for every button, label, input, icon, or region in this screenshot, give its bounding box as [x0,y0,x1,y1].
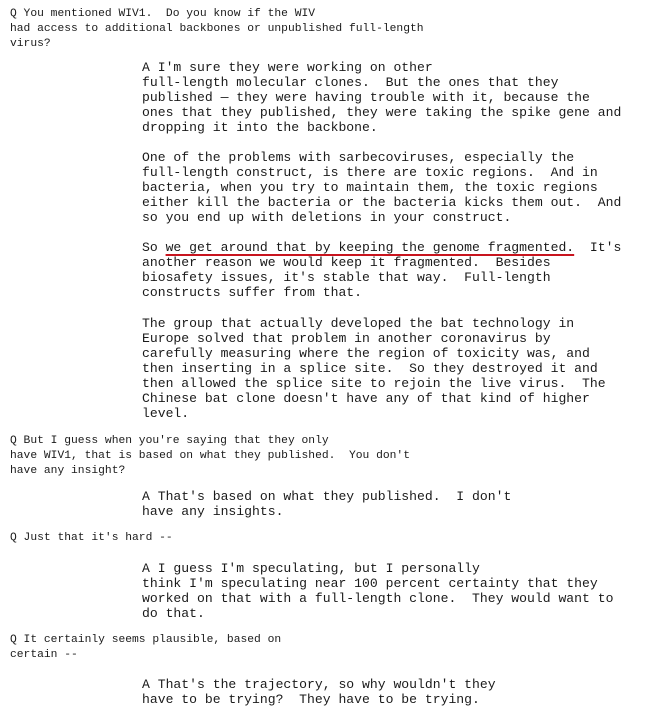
answer-line: The group that actually developed the bat technology in [142,316,575,331]
question-line: Q But I guess when you're saying that they only [10,435,329,447]
answer-line: published — they were having trouble with it, because the [142,90,590,105]
answer-line: think I'm speculating near 100 percent certainty that they [142,576,598,591]
question-line: have WIV1, that is based on what they published. You don't [10,450,410,462]
question-line: certain -- [10,649,78,661]
answer-line: A I guess I'm speculating, but I personally [142,561,480,576]
answer-line: full-length construct, is there are toxic regions. And in [142,165,598,180]
answer-line: constructs suffer from that. [142,285,363,300]
question-line: Q It certainly seems plausible, based on [10,634,282,646]
answer-line: full-length molecular clones. But the ones that they [142,75,559,90]
answer-line: bacteria, when you try to maintain them, the toxic regions [142,180,598,195]
answer-line: So we get around that by keeping the genome fragmented. It's [142,240,622,255]
answer-line: do that. [142,606,205,621]
answer-line: One of the problems with sarbecoviruses, especially the [142,150,575,165]
red-underline-highlight: we get around that by keeping the genome fragmented. [165,240,575,255]
answer-line: have any insights. [142,504,284,519]
answer-line: dropping it into the backbone. [142,120,378,135]
answer-line: level. [142,406,190,421]
answer-line: have to be trying? They have to be trying. [142,692,480,707]
answer-line: so you end up with deletions in your construct. [142,210,512,225]
answer-line: Europe solved that problem in another coronavirus by [142,331,551,346]
answer-line: A That's the trajectory, so why wouldn't they [142,677,496,692]
question-line: virus? [10,38,51,50]
answer-line: then inserting in a splice site. So they destroyed it and [142,361,598,376]
answer-line: carefully measuring where the region of toxicity was, and [142,346,590,361]
answer-line: either kill the bacteria or the bacteria kicks them out. And [142,195,622,210]
question-line: have any insight? [10,465,126,477]
answer-line: ones that they published, they were taking the spike gene and [142,105,622,120]
answer-line: biosafety issues, it's stable that way. Full-length [142,270,551,285]
answer-line: another reason we would keep it fragmented. Besides [142,255,551,270]
question-line: had access to additional backbones or unpublished full-length [10,23,424,35]
question-line: Q Just that it's hard -- [10,532,173,544]
question-line: Q You mentioned WIV1. Do you know if the WIV [10,8,316,20]
answer-line: A That's based on what they published. I don't [142,489,512,504]
answer-line: then allowed the splice site to rejoin the live virus. The [142,376,606,391]
answer-line: worked on that with a full-length clone. They would want to [142,591,614,606]
answer-line: Chinese bat clone doesn't have any of that kind of higher [142,391,590,406]
answer-line: A I'm sure they were working on other [142,60,433,75]
